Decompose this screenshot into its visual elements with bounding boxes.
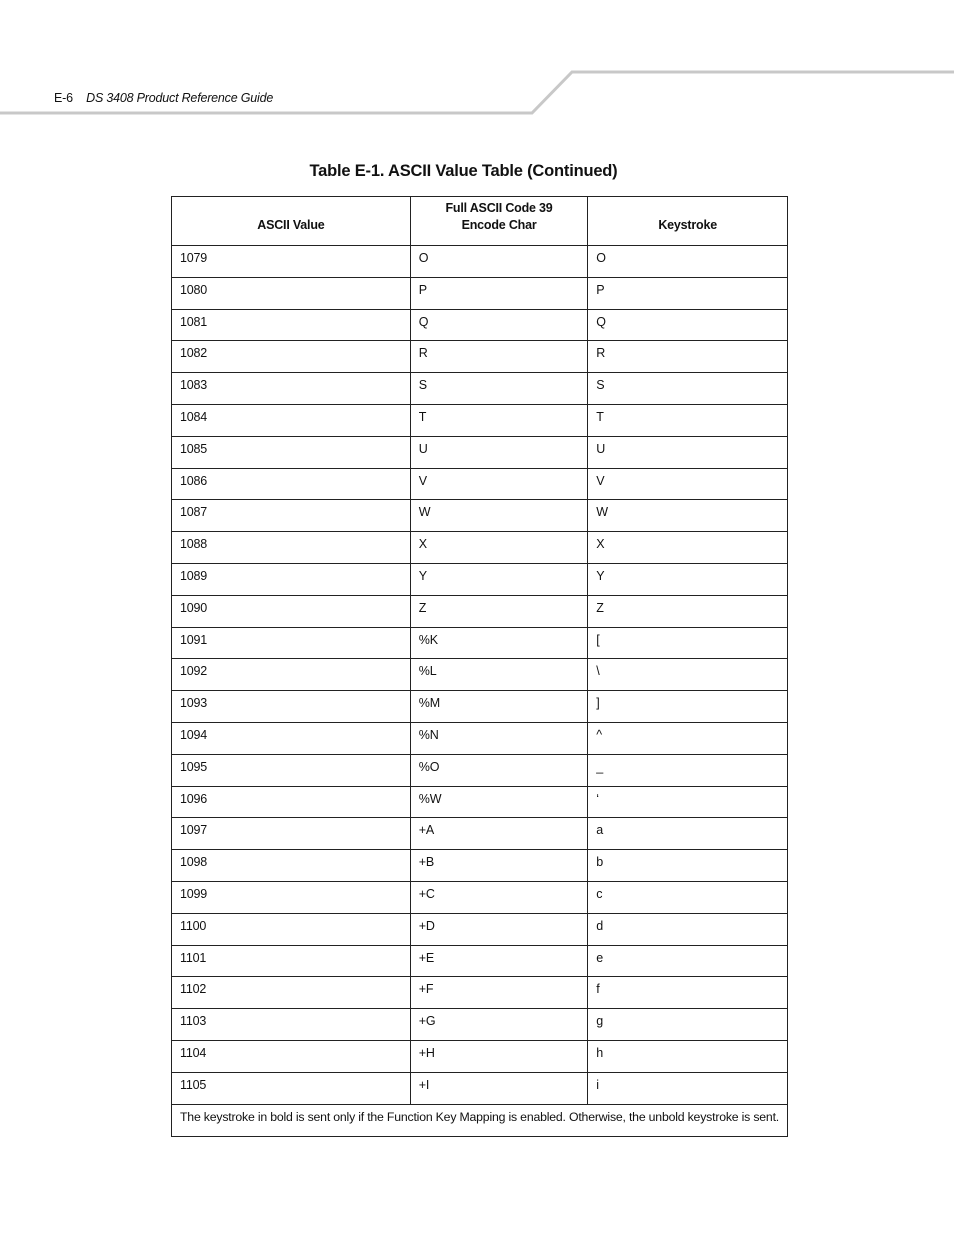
cell-ascii-value: 1104 <box>172 1040 411 1072</box>
cell-keystroke: U <box>588 436 788 468</box>
table-row <box>172 850 788 882</box>
cell-keystroke: a <box>588 818 788 850</box>
table-row <box>172 691 788 723</box>
cell-ascii-value: 1105 <box>172 1072 411 1104</box>
cell-code39-char: +H <box>410 1040 588 1072</box>
table-row <box>172 436 788 468</box>
table-row <box>172 1009 788 1041</box>
cell-ascii-value: 1094 <box>172 722 411 754</box>
column-header-keystroke: Keystroke <box>588 197 788 246</box>
table-row <box>172 913 788 945</box>
cell-keystroke: c <box>588 881 788 913</box>
cell-ascii-value: 1099 <box>172 881 411 913</box>
cell-ascii-value: 1095 <box>172 754 411 786</box>
cell-ascii-value: 1091 <box>172 627 411 659</box>
table-row <box>172 309 788 341</box>
cell-code39-char: +C <box>410 881 588 913</box>
table-body <box>172 246 788 1105</box>
table-row <box>172 404 788 436</box>
cell-code39-char: P <box>410 277 588 309</box>
cell-keystroke: d <box>588 913 788 945</box>
table-row <box>172 977 788 1009</box>
table-header-row <box>172 197 788 246</box>
table-footnote-row <box>172 1104 788 1136</box>
page-number: E-6 <box>54 91 73 105</box>
cell-ascii-value: 1087 <box>172 500 411 532</box>
cell-ascii-value: 1085 <box>172 436 411 468</box>
cell-keystroke: [ <box>588 627 788 659</box>
cell-ascii-value: 1082 <box>172 341 411 373</box>
cell-keystroke: i <box>588 1072 788 1104</box>
cell-ascii-value: 1090 <box>172 595 411 627</box>
cell-keystroke: O <box>588 246 788 278</box>
table-row <box>172 246 788 278</box>
table-title: Table E-1. ASCII Value Table (Continued) <box>309 162 618 180</box>
cell-ascii-value: 1088 <box>172 532 411 564</box>
ascii-value-table <box>171 196 788 1137</box>
cell-keystroke: ^ <box>588 722 788 754</box>
cell-code39-char: T <box>410 404 588 436</box>
cell-ascii-value: 1093 <box>172 691 411 723</box>
cell-code39-char: V <box>410 468 588 500</box>
column-header-code39-line1: Full ASCII Code 39 <box>445 201 553 215</box>
cell-keystroke: g <box>588 1009 788 1041</box>
cell-ascii-value: 1083 <box>172 373 411 405</box>
cell-ascii-value: 1080 <box>172 277 411 309</box>
cell-keystroke: V <box>588 468 788 500</box>
cell-keystroke: h <box>588 1040 788 1072</box>
cell-ascii-value: 1092 <box>172 659 411 691</box>
table-row <box>172 786 788 818</box>
cell-code39-char: R <box>410 341 588 373</box>
cell-code39-char: +A <box>410 818 588 850</box>
cell-keystroke: S <box>588 373 788 405</box>
table-row <box>172 277 788 309</box>
table-row <box>172 373 788 405</box>
cell-keystroke: _ <box>588 754 788 786</box>
column-header-code39-line2: Encode Char <box>461 218 537 232</box>
header-rule <box>0 0 954 130</box>
cell-code39-char: +I <box>410 1072 588 1104</box>
table-row <box>172 754 788 786</box>
cell-code39-char: +D <box>410 913 588 945</box>
cell-code39-char: S <box>410 373 588 405</box>
cell-ascii-value: 1081 <box>172 309 411 341</box>
cell-code39-char: Z <box>410 595 588 627</box>
cell-code39-char: X <box>410 532 588 564</box>
table-row <box>172 563 788 595</box>
cell-code39-char: %K <box>410 627 588 659</box>
cell-ascii-value: 1100 <box>172 913 411 945</box>
cell-ascii-value: 1097 <box>172 818 411 850</box>
cell-ascii-value: 1096 <box>172 786 411 818</box>
cell-code39-char: %M <box>410 691 588 723</box>
cell-code39-char: %W <box>410 786 588 818</box>
table-footnote: The keystroke in bold is sent only if the Function Key Mapping is enabled. Otherwise, the unbold keystroke is sent. <box>172 1104 788 1136</box>
cell-keystroke: Z <box>588 595 788 627</box>
cell-code39-char: Q <box>410 309 588 341</box>
cell-keystroke: X <box>588 532 788 564</box>
table-row <box>172 1072 788 1104</box>
cell-keystroke: ] <box>588 691 788 723</box>
table-row <box>172 500 788 532</box>
table-row <box>172 468 788 500</box>
cell-code39-char: %O <box>410 754 588 786</box>
cell-ascii-value: 1103 <box>172 1009 411 1041</box>
cell-keystroke: f <box>588 977 788 1009</box>
table-row <box>172 818 788 850</box>
cell-code39-char: %N <box>410 722 588 754</box>
cell-keystroke: Y <box>588 563 788 595</box>
cell-code39-char: O <box>410 246 588 278</box>
cell-keystroke: e <box>588 945 788 977</box>
table-row <box>172 881 788 913</box>
cell-code39-char: +B <box>410 850 588 882</box>
cell-keystroke: \ <box>588 659 788 691</box>
cell-keystroke: R <box>588 341 788 373</box>
cell-ascii-value: 1102 <box>172 977 411 1009</box>
table-row <box>172 722 788 754</box>
cell-code39-char: %L <box>410 659 588 691</box>
cell-code39-char: +G <box>410 1009 588 1041</box>
table-row <box>172 532 788 564</box>
cell-ascii-value: 1098 <box>172 850 411 882</box>
running-header <box>54 91 273 105</box>
cell-code39-char: Y <box>410 563 588 595</box>
table-row <box>172 945 788 977</box>
column-header-code39 <box>410 197 588 246</box>
cell-keystroke: Q <box>588 309 788 341</box>
cell-ascii-value: 1101 <box>172 945 411 977</box>
table-row <box>172 627 788 659</box>
cell-code39-char: +E <box>410 945 588 977</box>
cell-code39-char: W <box>410 500 588 532</box>
cell-ascii-value: 1086 <box>172 468 411 500</box>
column-header-ascii-value: ASCII Value <box>172 197 411 246</box>
table-row <box>172 341 788 373</box>
cell-keystroke: P <box>588 277 788 309</box>
cell-code39-char: +F <box>410 977 588 1009</box>
cell-keystroke: W <box>588 500 788 532</box>
cell-code39-char: U <box>410 436 588 468</box>
cell-ascii-value: 1084 <box>172 404 411 436</box>
table-row <box>172 1040 788 1072</box>
cell-ascii-value: 1089 <box>172 563 411 595</box>
table-row <box>172 659 788 691</box>
cell-keystroke: T <box>588 404 788 436</box>
cell-ascii-value: 1079 <box>172 246 411 278</box>
cell-keystroke: ‘ <box>588 786 788 818</box>
cell-keystroke: b <box>588 850 788 882</box>
guide-title: DS 3408 Product Reference Guide <box>86 91 274 105</box>
table-row <box>172 595 788 627</box>
